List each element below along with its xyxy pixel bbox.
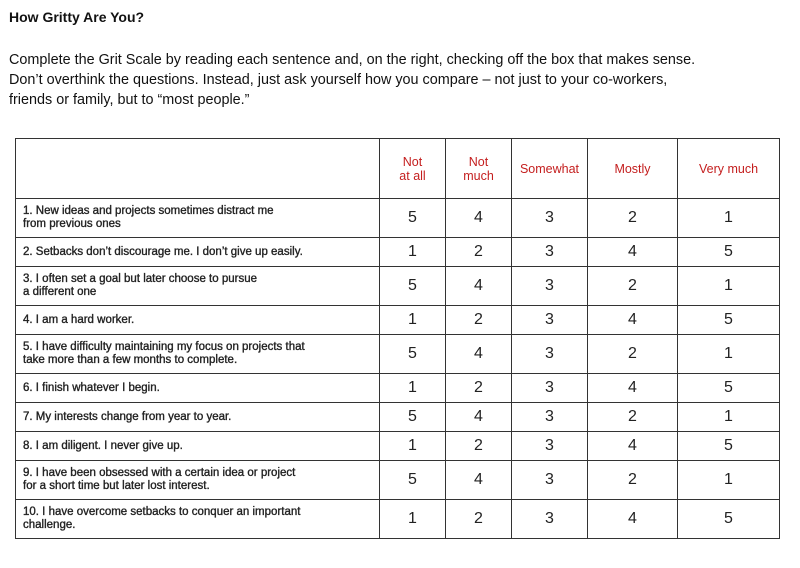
header-text: at all	[399, 168, 426, 183]
statement-text: 8. I am diligent. I never give up.	[23, 439, 183, 452]
statement-text: 6. I finish whatever I begin.	[23, 381, 160, 394]
score-cell[interactable]: 3	[512, 267, 588, 306]
header-somewhat	[512, 139, 588, 199]
score-cell[interactable]: 4	[588, 238, 678, 267]
statement-text: for a short time but later lost interest.	[23, 480, 210, 492]
score-cell[interactable]: 4	[446, 461, 512, 500]
header-text: Mostly	[614, 161, 651, 176]
statement-cell	[16, 374, 380, 403]
score-cell[interactable]: 1	[678, 267, 780, 306]
score-cell[interactable]: 2	[588, 461, 678, 500]
page-title: How Gritty Are You?	[9, 9, 145, 25]
score-cell[interactable]: 1	[380, 432, 446, 461]
score-cell[interactable]: 3	[512, 500, 588, 539]
score-cell[interactable]: 1	[380, 306, 446, 335]
statement-text: take more than a few months to complete.	[23, 354, 238, 366]
statement-text: 9. I have been obsessed with a certain idea or project	[23, 467, 296, 479]
score-cell[interactable]: 4	[588, 374, 678, 403]
score-cell[interactable]: 3	[512, 432, 588, 461]
score-cell[interactable]: 3	[512, 238, 588, 267]
score-cell[interactable]: 2	[588, 335, 678, 374]
statement-cell	[16, 306, 380, 335]
header-text: Very much	[698, 161, 759, 176]
statement-text: 2. Setbacks don’t discourage me. I don’t give up easily.	[23, 245, 303, 258]
statement-text: 4. I am a hard worker.	[23, 313, 135, 326]
header-text: Not	[468, 154, 489, 169]
score-cell[interactable]: 2	[588, 199, 678, 238]
header-not-at-all	[380, 139, 446, 199]
score-cell[interactable]: 2	[446, 500, 512, 539]
score-cell[interactable]: 1	[678, 335, 780, 374]
score-cell[interactable]: 4	[446, 199, 512, 238]
intro-line: Complete the Grit Scale by reading each sentence and, on the right, checking off the box that makes sense.	[9, 52, 696, 68]
statement-cell	[16, 199, 380, 238]
score-cell[interactable]: 4	[446, 335, 512, 374]
statement-text: 10. I have overcome setbacks to conquer an important	[23, 506, 301, 518]
table-row	[16, 432, 780, 461]
statement-text: challenge.	[23, 519, 76, 531]
header-text: much	[463, 168, 494, 183]
score-cell[interactable]: 1	[678, 199, 780, 238]
statement-text: 7. My interests change from year to year.	[23, 410, 232, 423]
score-cell[interactable]: 1	[678, 461, 780, 500]
statement-cell	[16, 500, 380, 539]
header-mostly	[588, 139, 678, 199]
score-cell[interactable]: 5	[380, 267, 446, 306]
score-cell[interactable]: 5	[678, 306, 780, 335]
intro-line: Don’t overthink the questions. Instead, just ask yourself how you compare – not just to your co-workers,	[9, 72, 668, 88]
statement-text: 1. New ideas and projects sometimes distract me	[23, 205, 274, 217]
score-cell[interactable]: 2	[446, 374, 512, 403]
header-blank-cell	[16, 139, 380, 199]
score-cell[interactable]: 3	[512, 461, 588, 500]
table-row	[16, 238, 780, 267]
table-row	[16, 199, 780, 238]
score-cell[interactable]: 5	[380, 199, 446, 238]
score-cell[interactable]: 5	[678, 374, 780, 403]
score-cell[interactable]: 5	[678, 500, 780, 539]
intro-paragraph	[9, 50, 794, 110]
table-row	[16, 267, 780, 306]
table-row	[16, 500, 780, 539]
table-row	[16, 306, 780, 335]
table-row	[16, 374, 780, 403]
statement-cell	[16, 403, 380, 432]
score-cell[interactable]: 3	[512, 199, 588, 238]
score-cell[interactable]: 3	[512, 335, 588, 374]
score-cell[interactable]: 2	[588, 403, 678, 432]
score-cell[interactable]: 5	[380, 335, 446, 374]
score-cell[interactable]: 4	[588, 306, 678, 335]
table-body	[16, 199, 780, 539]
score-cell[interactable]: 3	[512, 374, 588, 403]
statement-text: from previous ones	[23, 218, 121, 230]
score-cell[interactable]: 1	[678, 403, 780, 432]
table-row	[16, 335, 780, 374]
statement-cell	[16, 461, 380, 500]
score-cell[interactable]: 4	[446, 403, 512, 432]
statement-text: 5. I have difficulty maintaining my focus on projects that	[23, 341, 305, 353]
score-cell[interactable]: 4	[446, 267, 512, 306]
score-cell[interactable]: 1	[380, 238, 446, 267]
score-cell[interactable]: 1	[380, 500, 446, 539]
table-row	[16, 461, 780, 500]
intro-line: friends or family, but to “most people.”	[9, 92, 250, 108]
score-cell[interactable]: 4	[588, 432, 678, 461]
statement-cell	[16, 432, 380, 461]
score-cell[interactable]: 4	[588, 500, 678, 539]
score-cell[interactable]: 5	[678, 238, 780, 267]
score-cell[interactable]: 5	[678, 432, 780, 461]
score-cell[interactable]: 5	[380, 461, 446, 500]
table-row	[16, 403, 780, 432]
table-header-row	[16, 139, 780, 199]
score-cell[interactable]: 2	[446, 432, 512, 461]
header-very-much	[678, 139, 780, 199]
header-text: Somewhat	[519, 161, 580, 176]
score-cell[interactable]: 1	[380, 374, 446, 403]
score-cell[interactable]: 3	[512, 306, 588, 335]
header-text: Not	[402, 154, 423, 169]
statement-text: a different one	[23, 286, 97, 298]
score-cell[interactable]: 5	[380, 403, 446, 432]
statement-cell	[16, 238, 380, 267]
grit-scale-table	[15, 138, 780, 539]
score-cell[interactable]: 2	[446, 306, 512, 335]
statement-cell	[16, 267, 380, 306]
header-not-much	[446, 139, 512, 199]
score-cell[interactable]: 2	[446, 238, 512, 267]
score-cell[interactable]: 3	[512, 403, 588, 432]
statement-cell	[16, 335, 380, 374]
score-cell[interactable]: 2	[588, 267, 678, 306]
statement-text: 3. I often set a goal but later choose to pursue	[23, 273, 257, 285]
